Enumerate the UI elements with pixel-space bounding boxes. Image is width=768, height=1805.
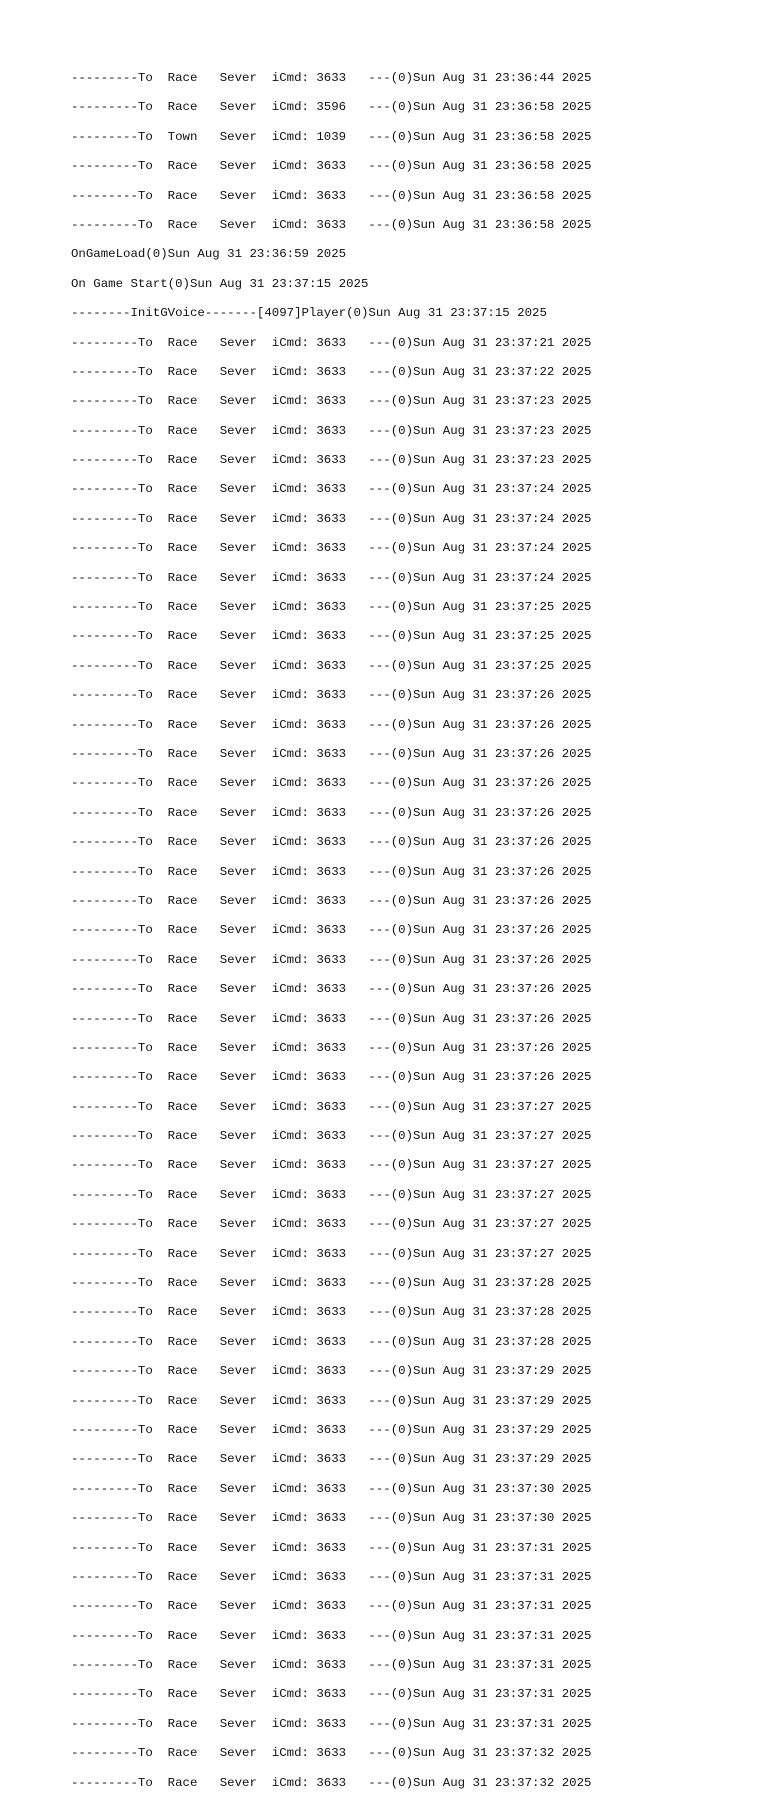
log-line: ---------To Race Sever iCmd: 3633 ---(0)Sun Aug 31 23:37:30 2025: [71, 1481, 592, 1496]
log-line: ---------To Race Sever iCmd: 3633 ---(0)Sun Aug 31 23:37:29 2025: [71, 1364, 592, 1379]
log-line: ---------To Race Sever iCmd: 3633 ---(0)Sun Aug 31 23:37:32 2025: [71, 1775, 592, 1790]
log-line: ---------To Race Sever iCmd: 3633 ---(0)Sun Aug 31 23:37:29 2025: [71, 1422, 592, 1437]
log-line: ---------To Race Sever iCmd: 3633 ---(0)Sun Aug 31 23:37:28 2025: [71, 1276, 592, 1291]
log-line: ---------To Race Sever iCmd: 3633 ---(0)Sun Aug 31 23:37:26 2025: [71, 1011, 592, 1026]
log-line: ---------To Race Sever iCmd: 3633 ---(0)Sun Aug 31 23:37:31 2025: [71, 1540, 592, 1555]
log-line: ---------To Race Sever iCmd: 3633 ---(0)Sun Aug 31 23:37:27 2025: [71, 1217, 592, 1232]
log-line: ---------To Town Sever iCmd: 1039 ---(0)Sun Aug 31 23:36:58 2025: [71, 129, 592, 144]
log-line: ---------To Race Sever iCmd: 3633 ---(0)Sun Aug 31 23:37:27 2025: [71, 1129, 592, 1144]
log-line: ---------To Race Sever iCmd: 3633 ---(0)Sun Aug 31 23:37:26 2025: [71, 776, 592, 791]
log-line: On Game Start(0)Sun Aug 31 23:37:15 2025: [71, 276, 369, 291]
log-line: ---------To Race Sever iCmd: 3633 ---(0)Sun Aug 31 23:36:44 2025: [71, 71, 592, 85]
log-line: ---------To Race Sever iCmd: 3633 ---(0)Sun Aug 31 23:37:26 2025: [71, 746, 592, 761]
log-line: ---------To Race Sever iCmd: 3633 ---(0)Sun Aug 31 23:37:32 2025: [71, 1746, 592, 1761]
log-line: ---------To Race Sever iCmd: 3633 ---(0)Sun Aug 31 23:37:26 2025: [71, 864, 592, 879]
log-line: ---------To Race Sever iCmd: 3633 ---(0)Sun Aug 31 23:37:26 2025: [71, 805, 592, 820]
log-line: ---------To Race Sever iCmd: 3633 ---(0)Sun Aug 31 23:37:24 2025: [71, 570, 592, 585]
log-line: ---------To Race Sever iCmd: 3633 ---(0)Sun Aug 31 23:37:26 2025: [71, 1040, 592, 1055]
log-line: ---------To Race Sever iCmd: 3633 ---(0)Sun Aug 31 23:37:24 2025: [71, 541, 592, 556]
log-line: ---------To Race Sever iCmd: 3633 ---(0)Sun Aug 31 23:37:28 2025: [71, 1305, 592, 1320]
log-line: ---------To Race Sever iCmd: 3633 ---(0)Sun Aug 31 23:37:25 2025: [71, 600, 592, 615]
log-line: ---------To Race Sever iCmd: 3633 ---(0)Sun Aug 31 23:37:25 2025: [71, 629, 592, 644]
log-line: ---------To Race Sever iCmd: 3633 ---(0)Sun Aug 31 23:37:27 2025: [71, 1158, 592, 1173]
log-line: ---------To Race Sever iCmd: 3633 ---(0)Sun Aug 31 23:37:27 2025: [71, 1099, 592, 1114]
log-line: ---------To Race Sever iCmd: 3633 ---(0)Sun Aug 31 23:37:23 2025: [71, 394, 592, 409]
log-line: ---------To Race Sever iCmd: 3633 ---(0)Sun Aug 31 23:37:29 2025: [71, 1452, 592, 1467]
log-line: ---------To Race Sever iCmd: 3633 ---(0)Sun Aug 31 23:36:58 2025: [71, 217, 592, 232]
log-line: ---------To Race Sever iCmd: 3633 ---(0)Sun Aug 31 23:37:28 2025: [71, 1334, 592, 1349]
log-line: ---------To Race Sever iCmd: 3633 ---(0)Sun Aug 31 23:37:24 2025: [71, 482, 592, 497]
log-line: ---------To Race Sever iCmd: 3633 ---(0)Sun Aug 31 23:37:21 2025: [71, 335, 592, 350]
log-line: ---------To Race Sever iCmd: 3633 ---(0)Sun Aug 31 23:37:31 2025: [71, 1599, 592, 1614]
log-line: ---------To Race Sever iCmd: 3633 ---(0)Sun Aug 31 23:37:26 2025: [71, 835, 592, 850]
log-line: ---------To Race Sever iCmd: 3633 ---(0)Sun Aug 31 23:37:26 2025: [71, 952, 592, 967]
log-line: ---------To Race Sever iCmd: 3633 ---(0)Sun Aug 31 23:37:31 2025: [71, 1687, 592, 1702]
log-line: ---------To Race Sever iCmd: 3633 ---(0)Sun Aug 31 23:36:58 2025: [71, 159, 592, 174]
log-line: ---------To Race Sever iCmd: 3633 ---(0)Sun Aug 31 23:37:27 2025: [71, 1187, 592, 1202]
log-line: ---------To Race Sever iCmd: 3633 ---(0)Sun Aug 31 23:37:25 2025: [71, 658, 592, 673]
log-line: --------InitGVoice-------[4097]Player(0)Sun Aug 31 23:37:15 2025: [71, 306, 547, 321]
log-line: ---------To Race Sever iCmd: 3633 ---(0)Sun Aug 31 23:37:26 2025: [71, 688, 592, 703]
log-line: ---------To Race Sever iCmd: 3633 ---(0)Sun Aug 31 23:37:24 2025: [71, 511, 592, 526]
log-line: ---------To Race Sever iCmd: 3633 ---(0)Sun Aug 31 23:37:22 2025: [71, 364, 592, 379]
log-line: ---------To Race Sever iCmd: 3633 ---(0)Sun Aug 31 23:37:30 2025: [71, 1511, 592, 1526]
log-line: ---------To Race Sever iCmd: 3633 ---(0)Sun Aug 31 23:36:58 2025: [71, 188, 592, 203]
log-line: ---------To Race Sever iCmd: 3633 ---(0)Sun Aug 31 23:37:31 2025: [71, 1628, 592, 1643]
log-line: ---------To Race Sever iCmd: 3596 ---(0)Sun Aug 31 23:36:58 2025: [71, 100, 592, 115]
log-view: [71, 71, 592, 1805]
log-line: ---------To Race Sever iCmd: 3633 ---(0)Sun Aug 31 23:37:31 2025: [71, 1658, 592, 1673]
log-line: ---------To Race Sever iCmd: 3633 ---(0)Sun Aug 31 23:37:26 2025: [71, 1070, 592, 1085]
log-line: ---------To Race Sever iCmd: 3633 ---(0)Sun Aug 31 23:37:23 2025: [71, 453, 592, 468]
log-line: ---------To Race Sever iCmd: 3633 ---(0)Sun Aug 31 23:37:26 2025: [71, 893, 592, 908]
log-line: ---------To Race Sever iCmd: 3633 ---(0)Sun Aug 31 23:37:31 2025: [71, 1716, 592, 1731]
log-line: ---------To Race Sever iCmd: 3633 ---(0)Sun Aug 31 23:37:27 2025: [71, 1246, 592, 1261]
log-line: ---------To Race Sever iCmd: 3633 ---(0)Sun Aug 31 23:37:26 2025: [71, 982, 592, 997]
log-line: OnGameLoad(0)Sun Aug 31 23:36:59 2025: [71, 247, 347, 262]
log-line: ---------To Race Sever iCmd: 3633 ---(0)Sun Aug 31 23:37:31 2025: [71, 1569, 592, 1584]
log-line: ---------To Race Sever iCmd: 3633 ---(0)Sun Aug 31 23:37:23 2025: [71, 423, 592, 438]
log-line: ---------To Race Sever iCmd: 3633 ---(0)Sun Aug 31 23:37:29 2025: [71, 1393, 592, 1408]
log-line: ---------To Race Sever iCmd: 3633 ---(0)Sun Aug 31 23:37:26 2025: [71, 717, 592, 732]
log-line: ---------To Race Sever iCmd: 3633 ---(0)Sun Aug 31 23:37:26 2025: [71, 923, 592, 938]
